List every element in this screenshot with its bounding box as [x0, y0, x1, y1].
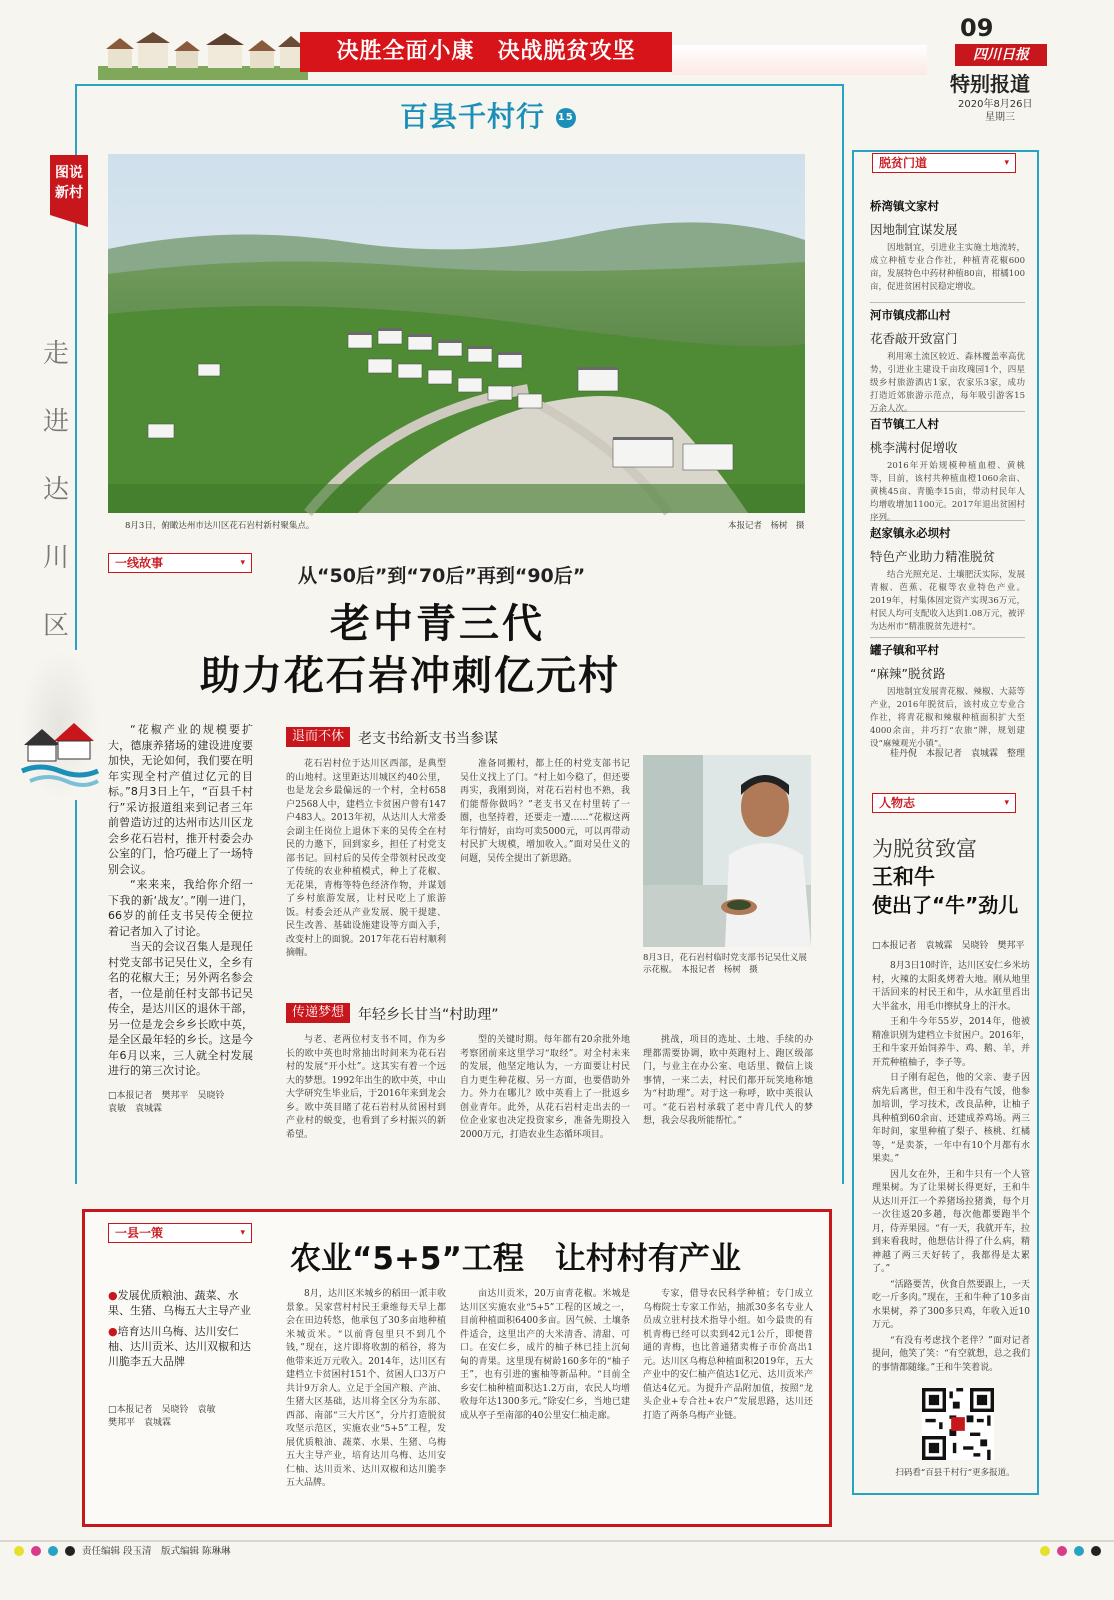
- sidebar-frame-top: [852, 150, 1039, 152]
- policy-bullet-text: 发展优质粮油、蔬菜、水果、生猪、乌梅五大主导产业: [108, 1289, 251, 1317]
- portrait-caption: 8月3日，花石岩村临时党支部书记吴仕义展示花椒。 本报记者 杨树 摄: [643, 953, 807, 975]
- footer-rule: [0, 1540, 1114, 1542]
- policy-column-3: [643, 1288, 813, 1510]
- issue-weekday: 星期三: [985, 112, 1015, 123]
- sidebar-item-body: 利用寒土流区较近、森林覆盖率高优势，引进业主建设千亩玫瑰园1个，四星级乡村旅游酒店1家，农家乐3家，成功打造近郊旅游示范点，每年吸引游客15万余人次。: [870, 352, 1025, 414]
- policy-column-1: [286, 1288, 446, 1510]
- print-marks-right: [1040, 1541, 1101, 1557]
- sub2-column-2: [460, 1034, 630, 1182]
- issue-date: 2020年8月26日: [958, 99, 1033, 110]
- profile-paragraph: 王和牛今年55岁，2014年，他被精准识别为建档立卡贫困户。2016年，王和牛家开始饲养牛、鸡、鹅、羊，并开荒种植柚子，李子等。: [872, 1017, 1030, 1068]
- policy-bullet-text: 培育达川乌梅、达川安仁柚、达川贡米、达川双椒和达川脆李五大品牌: [108, 1325, 251, 1368]
- sidebar-item-village: 河市镇戍都山村: [870, 308, 951, 322]
- print-marks: [14, 1541, 75, 1557]
- sidebar-item-body: 因地制宜，引进业主实施土地流转，成立种植专业合作社，种植青花椒600亩，发展特色中药材种植80亩，柑橘100亩，促进贫困村民稳定增收。: [870, 243, 1025, 292]
- sidebar-item-subtitle: 因地制宜谋发展: [870, 222, 958, 237]
- bullet-icon: ●: [108, 1289, 118, 1302]
- story-lead: “花椒产业的规模要扩大，德康养猪场的建设进度要加快，无论如何，我们要在明年实现全村产值过亿元的目标。”8月3日上午，“百县千村行”采访报道组来到记者三年前曾造访过的达州市达川区龙会乡花石岩村，推开村委会办公室的门，恰巧碰上了一场特别会议。: [108, 723, 253, 876]
- profile-tag: 人物志 ▾: [872, 793, 1016, 813]
- sidebar-frame-right: [1037, 150, 1039, 1495]
- picture-news-tag: 图说新村: [50, 155, 88, 215]
- profile-paragraph: 因儿女在外，王和牛只有一个人管理果树。为了让果树长得更好，王和牛从达川开江一个养猪场拉猪粪，每个月一次往返20多趟，每次他都要跑半个月，侍弄果园。“有一天，我就开车，拉到来看我时，他想估计得了什么病，精神越了两三天好转了，我都得是太累了。”: [872, 1169, 1030, 1274]
- sidebar-item-village: 百节镇工人村: [870, 417, 939, 431]
- vertical-char: 区: [42, 611, 69, 641]
- sidebar-item: [870, 642, 1025, 749]
- profile-paragraph: 8月3日10时许，达川区安仁乡米坊村，火辣的太阳炙烤着大地。刚从地里干活回来的村民王和牛，从水缸里舀出大半盆水，用毛巾擦拭身上的汗水。: [872, 961, 1030, 1012]
- policy-col2-text: 亩达川贡米，20万亩青花椒。米城是达川区实施农业“5+5”工程的区域之一，目前种植面积6400多亩。因气候、土壤条件适合，这里出产的大米清香、清甜、可口。在安仁乡，成片的柚子林已挂上沉甸甸的青果。这里现有树龄160多年的“柚子王”，也有引进的蜜柚等新品种。“目前全乡安仁柚种植面积达1.2万亩，农民人均增收每年达1300多元。”除安仁乡，当地已建成从亭子至南部的40公里安仁柚走廊。: [460, 1289, 630, 1421]
- story-lead-column: [108, 722, 253, 1077]
- registration-dot: [1040, 1546, 1050, 1556]
- qr-caption: 扫码看“百县千村行”更多报道。: [895, 1468, 1015, 1478]
- sub2-column-3: [643, 1034, 813, 1182]
- page-number: 09: [960, 14, 994, 42]
- vertical-title: [38, 320, 74, 660]
- profile-body: [872, 960, 1030, 1380]
- profile-title-line3: 使出了“牛”劲儿: [872, 893, 1019, 917]
- story-lead-2: “来来来，我给你介绍一下我的新‘战友’。”刚一进门，66岁的前任支书吴传全便拉着记者加入了讨论。: [108, 878, 253, 938]
- sidebar-item-body: 结合光照充足、土壤肥沃实际，发展青椒、芭蕉、花椒等农业特色产业。2019年，村集体固定资产实现36万元，村民人均可支配收入达到1.08万元，被评为达州市“精准脱贫先进村”。: [870, 570, 1025, 632]
- policy-bullet: [108, 1288, 258, 1318]
- sidebar-frame-left: [852, 150, 854, 1495]
- story-headline-line1: 老中青三代: [330, 601, 545, 647]
- sidebar-item-village: 桥湾镇文家村: [870, 199, 939, 213]
- profile-paragraph: “有没有考虑找个老伴？”面对记者提问，他笑了笑：“有空就想，总之我们的事情都随缘。”王和牛笑着说。: [872, 1335, 1030, 1373]
- divider: [870, 637, 1025, 638]
- registration-dot: [31, 1546, 41, 1556]
- photo-caption: 8月3日，俯瞰达州市达川区花石岩村新村聚集点。: [125, 521, 315, 531]
- sidebar-item: [870, 307, 1025, 414]
- sidebar-frame-bottom: [852, 1493, 1039, 1495]
- sidebar-item-body: 因地制宜发展青花椒、辣椒、大蒜等产业，2016年脱贫后，该村成立专业合作社，将青花椒和辣椒种植面积扩大至4000余亩，并巧打“农旅”牌，规划建设“麻辣观光小镇”。: [870, 687, 1025, 749]
- series-logo: [400, 95, 576, 135]
- profile-title: [872, 835, 1032, 919]
- registration-dot: [14, 1546, 24, 1556]
- story-tag: 一线故事 ▾: [108, 553, 252, 573]
- policy-tag: 一县一策 ▾: [108, 1223, 252, 1243]
- sidebar-item-subtitle: 特色产业助力精准脱贫: [870, 549, 996, 564]
- policy-headline: 农业“5+5”工程 让村村有产业: [290, 1241, 741, 1277]
- village-illustration: [98, 28, 308, 80]
- frame-top: [75, 84, 842, 86]
- story-byline: □本报记者 樊邦平 吴晓铃 袁敏 袁城霖: [108, 1091, 225, 1114]
- sidebar-list: [870, 198, 1025, 759]
- vertical-char: 达: [42, 475, 69, 505]
- policy-bullet: [108, 1324, 258, 1369]
- sub2-title: 年轻乡长甘当“村助理”: [358, 1007, 499, 1023]
- sidebar-item: [870, 198, 1025, 302]
- sidebar-item-village: 罐子镇和平村: [870, 643, 939, 657]
- sub2-col2-text: 型的关键时期。每年都有20余批外地考察团前来这里学习“取经”。对全村未来的发展，他坚定地认为，一方面要让村民自力更生种花椒、另一方面，也要借助外力。外力在哪儿？欧中英看上了一批返乡创业青年。此外，从花石岩村走出去的一位企业家也决定投资家乡，准备先期投入2000万元，打造农业生态循环项目。: [460, 1035, 630, 1140]
- sidebar-item-subtitle: 花香敲开致富门: [870, 331, 958, 346]
- footer-editors: 责任编辑 段玉清 版式编辑 陈琳琳: [82, 1546, 231, 1557]
- village-aerial-photo: [108, 154, 805, 513]
- registration-dot: [1057, 1546, 1067, 1556]
- frame-left: [75, 84, 77, 1184]
- vertical-char: 进: [42, 407, 69, 437]
- picture-news-tag-corner: [50, 215, 88, 227]
- story-kicker: 从“50后”到“70后”再到“90后”: [298, 565, 586, 587]
- slogan-banner: [300, 32, 672, 72]
- sub2-tag: 传递梦想: [286, 1003, 350, 1023]
- profile-title-line1: 为脱贫致富: [872, 837, 977, 861]
- sidebar-tag: 脱贫门道 ▾: [872, 153, 1016, 173]
- party-secretary-photo: [643, 755, 811, 947]
- policy-col3-text: 专家，借导农民科学种植；专门成立乌梅院士专家工作站，抽派30多名专业人员成立驻村技术指导小组。如今最贵的有机青梅已经可以卖到42元1公斤，即便普通的青梅，也比普通猪卖梅子市价高出1元。达川区乌梅总种植面积2019年，五大产业中的安仁柚产值达1亿元、达川贡米产值达4亿元。为提升产品附加值，按照“龙头企业+专合社+农户”发展思路，达川还打造了两条乌梅产业链。: [643, 1289, 813, 1421]
- registration-dot: [65, 1546, 75, 1556]
- sub1-col2-text: 准备同搬村，都上任的村党支部书记吴仕义找上了门。“村上如今稳了，但还要再实，我刚到岗，对花石岩村也不熟，我们能帮你做吗？”老支书又在村里转了一圈，也坚持着，还要走一遭……“花椒这两年行情好，亩均可卖5000元，可以再带动村民扩大规模，增加收入。”面对吴仕义的问题，吴传全提出了新思路。: [460, 759, 630, 864]
- sub2-col3-text: 挑战，项目的选址、土地、手续的办理都需要协调，欧中英跑村上、跑区级部门，与业主在办公室、电话里、微信上谈事情，一来二去，村民们都开玩笑地称她为“村助理”。对于这一称呼，欧中英很认可。“花石岩村承载了老中青几代人的梦想，我会尽我所能帮忙。”: [643, 1035, 813, 1126]
- sidebar-byline: 桂丹倪 本报记者 袁城霖 整理: [889, 749, 1025, 759]
- policy-col1-text: 8月，达川区米城乡的稻田一派丰收景象。吴家营村村民王秉维每天早上都会在田边转悠，他承包了30多亩地种植米城贡米。“以前背包里只不到几个钱，”现在，这片即将收割的稻谷，将为他带来近万元收入。2014年，达川区有建档立卡贫困村151个、贫困人口3万户共计9万余人。立足于全国产粮、产油、生猪大区基础，达川将全区分为东部、西部、南部“三大片区”，分片打造脱贫攻坚示范区，实施农业“5+5”工程，发展优质粮油、蔬菜、水果、生猪、乌梅五大主导产业，培育达川乌梅、达川安仁柚、达川贡米、达川双椒和达川脆李五大品牌。: [286, 1289, 446, 1488]
- photo-credit: 本报记者 杨树 摄: [728, 521, 805, 531]
- policy-bullets: [108, 1288, 258, 1369]
- sub1-column-2: [460, 758, 630, 980]
- profile-paragraph: “活路要苦，伙食自然要跟上，一天吃一斤多肉。”现在，王和牛种了10多亩水果树，养了300多只鸡，年收入近10万元。: [872, 1279, 1030, 1330]
- profile-paragraph: 日子刚有起色，他的父亲、妻子因病先后离世，但王和牛没有气馁，他参加培训，学习技术，改良品种，让柚子具种植到60余亩、还建成养鸡场。两三年时间，家里种植了梨子、核桃、红橘等，“是卖茶，一年中有10个月都有水果卖。”: [872, 1073, 1030, 1164]
- sidebar-item-subtitle: 桃李满村促增收: [870, 440, 958, 455]
- paper-name: 四川日报: [955, 44, 1047, 66]
- sub2-column-1: [286, 1034, 446, 1182]
- policy-byline: □本报记者 吴晓铃 袁敏 樊邦平 袁城霖: [108, 1405, 216, 1428]
- sub1-column-1: [286, 758, 446, 980]
- registration-dot: [1074, 1546, 1084, 1556]
- policy-column-2: [460, 1288, 630, 1510]
- sidebar-item-body: 2016年开始规模种植血橙、黄桃等，目前，该村共种植血橙1060余亩、黄桃45亩、青脆李15亩，带动村民年人均增收增加1100元。2017年退出贫困村序列。: [870, 461, 1025, 523]
- slogan-text: 决胜全面小康 决战脱贫攻坚: [336, 39, 636, 64]
- registration-dot: [1091, 1546, 1101, 1556]
- sidebar-item: [870, 416, 1025, 523]
- vertical-char: 川: [42, 543, 69, 573]
- profile-title-line2: 王和牛: [872, 865, 935, 889]
- sub1-tag: 退而不休: [286, 727, 350, 747]
- sub1-title: 老支书给新支书当参谋: [358, 731, 498, 747]
- registration-dot: [48, 1546, 58, 1556]
- qr-code[interactable]: [922, 1388, 994, 1460]
- sidebar-item-subtitle: “麻辣”脱贫路: [870, 666, 946, 681]
- bullet-icon: ●: [108, 1325, 118, 1338]
- sidebar-item: [870, 525, 1025, 637]
- series-logo-text: 百县千村行: [400, 100, 546, 133]
- divider: [870, 302, 1025, 303]
- banner-tail: [672, 45, 927, 75]
- story-lead-3: 当天的会议召集人是现任村党支部书记吴仕义，全乡有名的花椒大王；另外两名参会者，一位是前任村支部书记吴传全，是达川区的退休干部，另一位是龙会乡乡长欧中英，是全区最年轻的乡长。这是今年6月以来，三人就全村发展进行的第三次讨论。: [108, 940, 253, 1077]
- series-number: 15: [556, 108, 576, 128]
- frame-middle: [842, 84, 844, 1184]
- vertical-char: 走: [42, 339, 69, 369]
- sub2-col1-text: 与老、老两位村支书不同，作为乡长的欧中英也时常抽出时间来为花石岩村的发展“开小灶”。这其实有着一个远大的梦想。1992年出生的欧中英，中山大学研究生毕业后，于2016年来到龙会乡。欧中英目睹了花石岩村从贫困村到产业村的蜕变，也看到了乡村振兴的新希望。: [286, 1035, 446, 1140]
- profile-byline: □本报记者 袁城霖 吴晓铃 樊邦平: [872, 941, 1025, 951]
- sidebar-item-village: 赵家镇永必坝村: [870, 526, 951, 540]
- house-ink-illustration: [20, 715, 100, 795]
- story-headline-line2: 助力花石岩冲刺亿元村: [200, 653, 620, 699]
- sub1-col1-text: 花石岩村位于达川区西部，是典型的山地村。这里距达川城区约40公里，也是龙会乡最偏远的一个村，全村658户2568人中，建档立卡贫困户曾有147户483人。2013年初，从达川人大常委会副主任岗位上退休下来的吴传全在村民的力邀下，回到家乡，担任了村党支部书记。回村后的吴传全带领村民改变了传统的农业种植模式，种上了花椒、无花果，青梅等特色经济作物，并谋划了乡村旅游发展，让村民吃上了旅游饭。村委会还从产业发展、脱干提建、民生改善、基础设施建设等方面入手，改变村上的面貌。2017年花石岩村顺利摘帽。: [286, 759, 446, 958]
- section-title: 特别报道: [950, 72, 1030, 96]
